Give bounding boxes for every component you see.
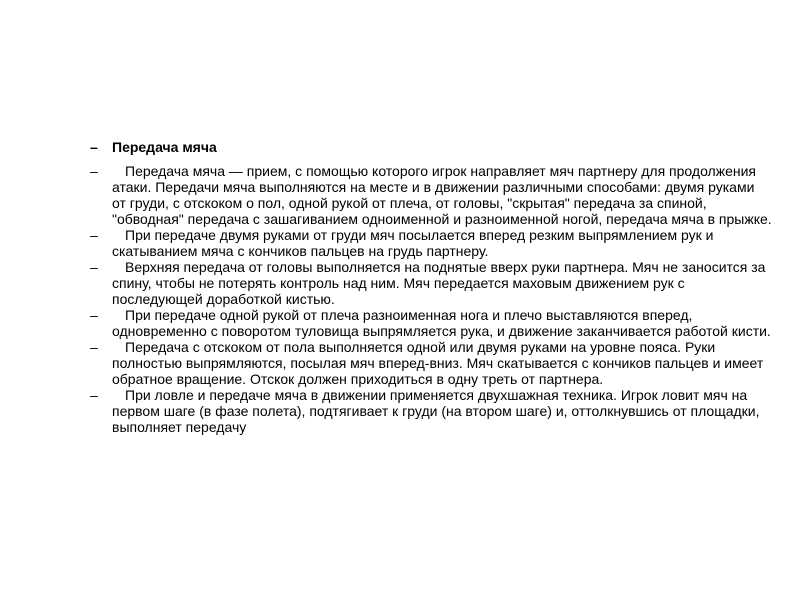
paragraph-text: При передаче одной рукой от плеча разноименная нога и плечо выставляются вперед, одновременно с поворотом туловища выпрямляется рука, и движение заканчивается работой кисти. bbox=[112, 307, 771, 339]
dash-bullet: – bbox=[90, 259, 98, 275]
text-block bbox=[90, 139, 772, 435]
dash-bullet: – bbox=[90, 139, 98, 155]
bullet-item bbox=[90, 387, 772, 435]
dash-bullet: – bbox=[90, 387, 98, 403]
bullet-item bbox=[90, 163, 772, 227]
bullet-item bbox=[90, 227, 772, 259]
dash-bullet: – bbox=[90, 307, 98, 323]
dash-bullet: – bbox=[90, 339, 98, 355]
bullet-item bbox=[90, 259, 772, 307]
paragraph-text: Передача мяча — прием, с помощью которого игрок направляет мяч партнеру для продолжения атаки. Передачи мяча выполняются на месте и в движении различными способами: двумя руками от груди, с отскоком о пол, одной рукой от плеча, от головы, "скрытая" передача за спиной, "обводная" передача с зашагиванием одноименной и разноименной ногой, передача мяча в прыжке. bbox=[112, 163, 772, 227]
paragraph-text: При ловле и передаче мяча в движении применяется двухшажная техника. Игрок ловит мяч на первом шаге (в фазе полета), подтягивает к груди (на втором шаге) и, оттолкнувшись от площадки, выполняет передачу bbox=[112, 387, 760, 435]
paragraph-text: Передача с отскоком от пола выполняется одной или двумя руками на уровне пояса. Руки полностью выпрямляются, посылая мяч вперед-вниз. Мяч скатывается с кончиков пальцев и имеет обратное вращение. Отскок должен приходиться в одну треть от партнера. bbox=[112, 339, 764, 387]
bullet-item bbox=[90, 339, 772, 387]
paragraph-text: Верхняя передача от головы выполняется на поднятые вверх руки партнера. Мяч не заносится за спину, чтобы не потерять контроль над ним. Мяч передается маховым движением рук с последующей доработкой кистью. bbox=[112, 259, 766, 307]
page-title: Передача мяча bbox=[112, 139, 217, 155]
bullet-item bbox=[90, 307, 772, 339]
dash-bullet: – bbox=[90, 163, 98, 179]
dash-bullet: – bbox=[90, 227, 98, 243]
bullet-item-title bbox=[90, 139, 772, 155]
paragraph-text: При передаче двумя руками от груди мяч посылается вперед резким выпрямлением рук и скатыванием мяча с кончиков пальцев на грудь партнеру. bbox=[112, 227, 714, 259]
